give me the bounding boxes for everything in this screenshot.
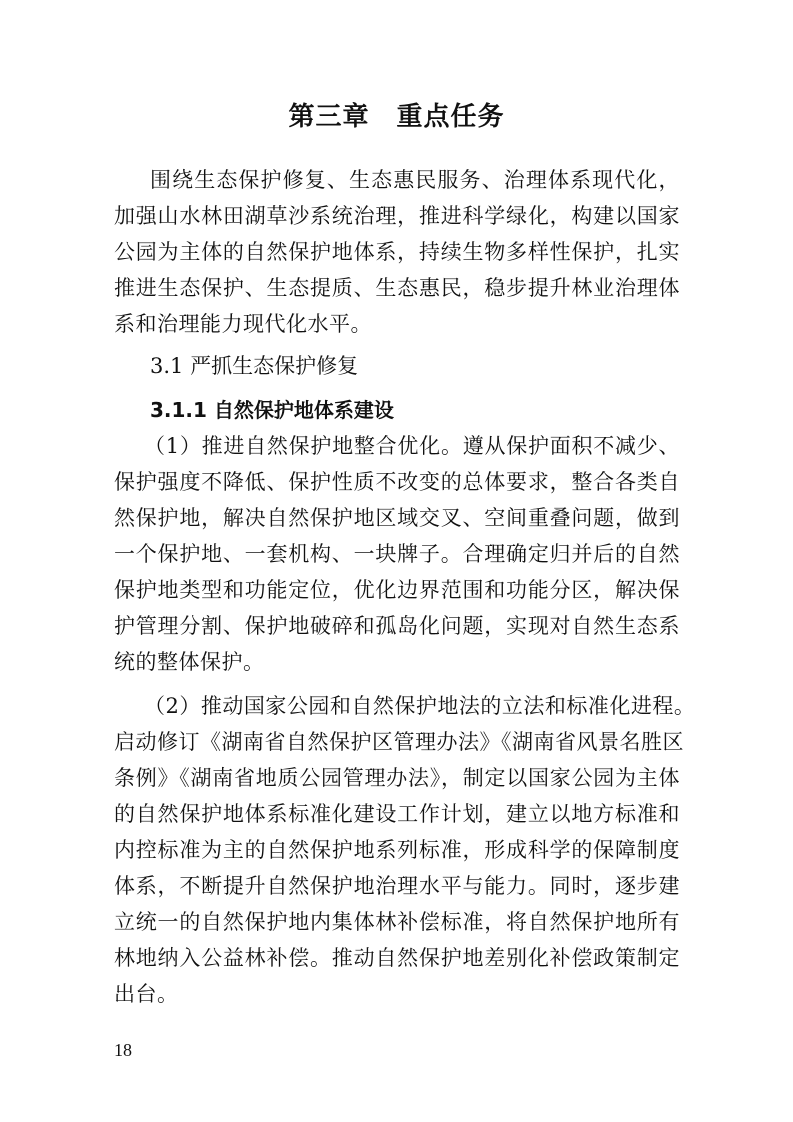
item1-line-5: 保护地类型和功能定位，优化边界范围和功能分区，解决保: [114, 578, 680, 602]
item1-line-3: 然保护地，解决自然保护地区域交叉、空间重叠问题，做到: [114, 506, 680, 530]
intro-line-3: 公园为主体的自然保护地体系，持续生物多样性保护，扎实: [114, 240, 680, 264]
intro-line-2: 加强山水林田湖草沙系统治理，推进科学绿化，构建以国家: [114, 204, 680, 228]
item2-line-9: 出台。: [114, 982, 179, 1006]
chapter-title: 第三章 重点任务: [288, 102, 505, 132]
item1-line-6: 护管理分割、保护地破碎和孤岛化问题，实现对自然生态系: [114, 614, 680, 638]
item1-line-2: 保护强度不降低、保护性质不改变的总体要求，整合各类自: [114, 470, 680, 494]
item1-line-4: 一个保护地、一套机构、一块牌子。合理确定归并后的自然: [114, 542, 680, 566]
page-number: 18: [114, 1040, 132, 1060]
subsection-heading: 3.1.1 自然保护地体系建设: [150, 398, 394, 422]
intro-line-5: 系和治理能力现代化水平。: [114, 312, 372, 336]
item2-line-6: 体系，不断提升自然保护地治理水平与能力。同时，逐步建: [114, 874, 680, 898]
item1-line-7: 统的整体保护。: [114, 650, 265, 674]
section-heading: 3.1 严抓生态保护修复: [150, 354, 359, 378]
item2-line-1: （2）推动国家公园和自然保护地法的立法和标准化进程。: [144, 694, 696, 718]
item2-line-7: 立统一的自然保护地内集体林补偿标准，将自然保护地所有: [114, 910, 680, 934]
item2-line-4: 的自然保护地体系标准化建设工作计划，建立以地方标准和: [114, 802, 680, 826]
item2-line-3: 条例》《湖南省地质公园管理办法》，制定以国家公园为主体: [114, 766, 680, 790]
item2-line-8: 林地纳入公益林补偿。推动自然保护地差别化补偿政策制定: [114, 946, 680, 970]
item2-line-2: 启动修订《湖南省自然保护区管理办法》《湖南省风景名胜区: [114, 730, 684, 754]
item1-line-1: （1）推进自然保护地整合优化。遵从保护面积不减少、: [144, 434, 680, 458]
item2-line-5: 内控标准为主的自然保护地系列标准，形成科学的保障制度: [114, 838, 680, 862]
intro-line-4: 推进生态保护、生态提质、生态惠民，稳步提升林业治理体: [114, 276, 680, 300]
intro-line-1: 围绕生态保护修复、生态惠民服务、治理体系现代化，: [150, 168, 680, 192]
